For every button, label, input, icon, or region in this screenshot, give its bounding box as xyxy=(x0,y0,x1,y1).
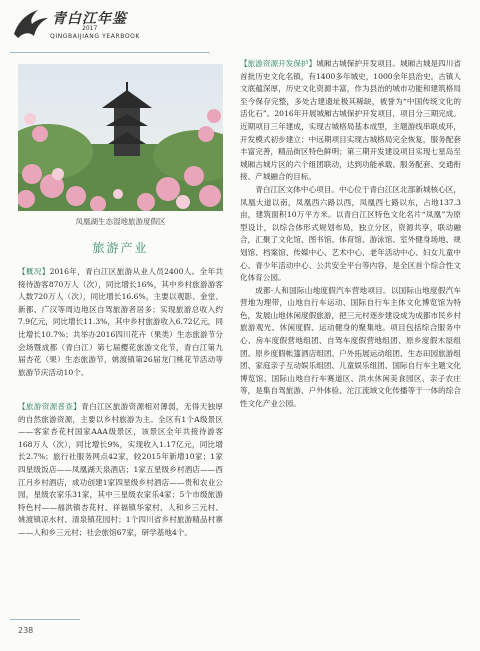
resources-text: 青白江区旅游资源相对薄弱，无得天独厚的自然旅游资源，主要以乡村旅游为主。全区有1个A级景区——客家杏花村国家AAA级景区，该景区全年共接待游客168万人（次），同比增长9%，实现收入1.17亿元，同比增长2.7%；旅行社服务网点42家，较2015年新增10家；1家四星级饭店——凤凰湖天泉酒店；1家五星级乡村酒店——西江月乡村酒店，成功创建1家四星级乡村酒店——贵和农业公园，星级农家乐31家，其中三星级农家乐4家；5个市级旅游特色村——福洪镇杏花村、祥福镇华家村、人和乡三元村、姚渡镇凉水村、清泉镇花园村；1个四川省乡村旅游精品村寨——人和乡三元村；社会旅馆67家，研学基地4个。 xyxy=(18,402,223,537)
protect-paragraph xyxy=(240,58,461,184)
resources-column xyxy=(18,401,223,540)
right-column xyxy=(240,58,461,411)
wetland-photo xyxy=(18,64,223,211)
resources-tag: 【旅游资源普查】 xyxy=(18,402,82,411)
photo-caption: 凤凰湖生态湿地旅游度假区 xyxy=(75,217,166,226)
pagoda-scene-image xyxy=(18,64,223,211)
protect-text: 城厢古城保护开发项目。城厢古城是四川省首批历史文化名镇，有1400多年城史，1000余年县治史。古镇人文底蕴深厚，历史文化资源丰富，作为县治的城市功能和建筑格局至今保存完整，多处古建遗址极其稀缺，被誉为“中国传统文化的活化石”。2016年开展城厢古城保护开发项目，项目分三期完成。近期项目三年建成，实现古城格局基本成型，主题游线串联成环，开发模式初步建立；中远期项目实现古城格局完全恢复，服务配套丰富完善，精品街区特色鲜明；第三期开发建设项目实现七星岛至城厢古城片区的六个组团联动，达到功能承载、服务配套、交通衔接、产城融合的目标。 xyxy=(240,59,461,182)
overview-paragraph xyxy=(18,266,223,379)
yearbook-title-en: QINGBAIJIANG YEARBOOK xyxy=(50,33,141,40)
footer-rule xyxy=(10,619,80,620)
culture-paragraph: 青白江区文体中心项目。中心位于青白江区北部新城核心区，凤凰大道以南，凤凰西六路以西，凤凰西七路以东，占地137.3亩，建筑面积10万平方米。以青白江区特色文化名片“凤凰”为原型设计，以综合体形式规划布局，独立分区，资源共享，联动融合，汇聚了文化馆、图书馆、体育馆、游泳馆、室外健身场地、规划馆、档案馆、传媒中心、艺术中心、老年活动中心、妇女儿童中心、青少年活动中心、公共安全平台等内容，是全区首个综合性文化体育公园。 xyxy=(240,184,461,283)
page-number: 238 xyxy=(18,626,34,635)
section-title: 旅游产业 xyxy=(92,241,149,255)
resources-paragraph xyxy=(18,401,223,540)
yearbook-title-cn: 青白江年鉴 xyxy=(52,11,127,27)
overview-column xyxy=(18,266,223,379)
protect-tag: 【旅游资源开发保护】 xyxy=(240,59,317,68)
phoenix-logo-icon xyxy=(10,4,50,44)
overview-text: 2016年，青白江区旅游从业人员2400人。全年共接待游客870万人（次），同比增长16%，其中乡村旅游游客人数720万人（次），同比增长16.6%，主要以观影、金堂、新都、广汉等周边地区自驾旅游者居多；实现旅游总收入约7.9亿元，同比增长11.3%，其中乡村旅游收入6.72亿元，同比增长10.7%；共举办2016四川花卉（果类）生态旅游节分会场暨成都（青白江）第七届樱花旅游文化节，青白江第九届杏花（果）生态旅游节，姚渡镇第26届龙门桃花节活动等旅游节庆活动10个。 xyxy=(18,267,223,377)
rv-paragraph: 成都·人和国际山地度假汽车营地项目。以国际山地度假汽车营地为理带，山地自行车运动、国际自行车主体文化博览馆为特色，发展山地休闲度假旅游，把三元村逐步建设成为成都市民乡村旅游观光、休闲度假、运动健身的聚集地。项目包括综合服务中心、房车度假营地组团、自驾车度假营地组团、原乡度假木屋组团、原乡度假帐篷酒店组团、户外拓展运动组团、生态田园旅游组团、家庭亲子互动娱乐组团、儿童娱乐组团、国际自行车主题文化博览馆、国际山地自行车赛道区、洪水休闲美食园区、亲子农庄等，是集自驾旅游、户外体验、沱江流域文化传播等于一体的综合性文化产业公园。 xyxy=(240,285,461,409)
yearbook-year: 2017 xyxy=(82,25,98,32)
overview-tag: 【概况】 xyxy=(18,267,50,276)
header-rule xyxy=(10,52,210,53)
yearbook-header xyxy=(10,4,210,52)
